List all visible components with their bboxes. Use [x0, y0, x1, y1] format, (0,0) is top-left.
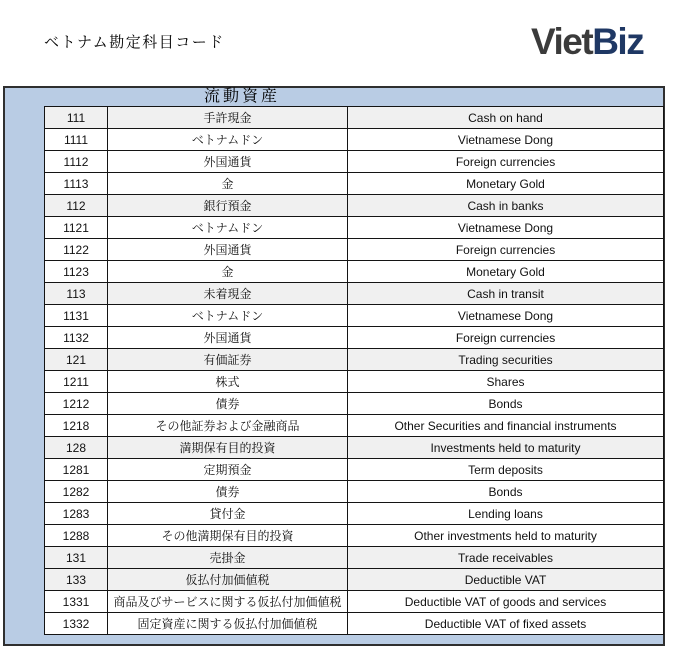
- table-row: [45, 613, 664, 635]
- japanese-name-cell: 銀行預金: [108, 195, 348, 217]
- japanese-name-cell: 満期保有目的投資: [108, 437, 348, 459]
- code-cell: 113: [45, 283, 108, 305]
- table-row: [45, 151, 664, 173]
- table-row: [45, 393, 664, 415]
- section-title: 流動資産: [203, 88, 280, 105]
- english-name-cell: Cash in banks: [348, 195, 664, 217]
- english-name-cell: Vietnamese Dong: [348, 217, 664, 239]
- code-cell: 1113: [45, 173, 108, 195]
- code-cell: 1122: [45, 239, 108, 261]
- english-name-cell: Foreign currencies: [348, 239, 664, 261]
- english-name-cell: Foreign currencies: [348, 327, 664, 349]
- code-cell: 1288: [45, 525, 108, 547]
- english-name-cell: Bonds: [348, 481, 664, 503]
- table-row: [45, 107, 664, 129]
- japanese-name-cell: 貸付金: [108, 503, 348, 525]
- english-name-cell: Term deposits: [348, 459, 664, 481]
- english-name-cell: Monetary Gold: [348, 261, 664, 283]
- english-name-cell: Other investments held to maturity: [348, 525, 664, 547]
- code-cell: 121: [45, 349, 108, 371]
- english-name-cell: Deductible VAT of goods and services: [348, 591, 664, 613]
- japanese-name-cell: 手許現金: [108, 107, 348, 129]
- table-row: [45, 261, 664, 283]
- current-assets-section: [3, 86, 665, 646]
- table-row: [45, 239, 664, 261]
- table-row: [45, 173, 664, 195]
- english-name-cell: Other Securities and financial instruments: [348, 415, 664, 437]
- japanese-name-cell: 未着現金: [108, 283, 348, 305]
- japanese-name-cell: 債券: [108, 393, 348, 415]
- japanese-name-cell: 金: [108, 261, 348, 283]
- table-row: [45, 217, 664, 239]
- japanese-name-cell: 売掛金: [108, 547, 348, 569]
- table-row: [45, 437, 664, 459]
- code-cell: 128: [45, 437, 108, 459]
- table-row: [45, 503, 664, 525]
- table-row: [45, 371, 664, 393]
- table-row: [45, 459, 664, 481]
- english-name-cell: Trading securities: [348, 349, 664, 371]
- english-name-cell: Investments held to maturity: [348, 437, 664, 459]
- english-name-cell: Lending loans: [348, 503, 664, 525]
- code-cell: 1123: [45, 261, 108, 283]
- code-cell: 1211: [45, 371, 108, 393]
- japanese-name-cell: 商品及びサービスに関する仮払付加価値税: [108, 591, 348, 613]
- code-cell: 1131: [45, 305, 108, 327]
- vietbiz-logo: [531, 22, 643, 62]
- table-row: [45, 195, 664, 217]
- code-cell: 1332: [45, 613, 108, 635]
- table-row: [45, 547, 664, 569]
- table-row: [45, 327, 664, 349]
- code-cell: 111: [45, 107, 108, 129]
- table-row: [45, 591, 664, 613]
- code-cell: 112: [45, 195, 108, 217]
- table-row: [45, 129, 664, 151]
- japanese-name-cell: 有価証券: [108, 349, 348, 371]
- japanese-name-cell: 金: [108, 173, 348, 195]
- code-cell: 1121: [45, 217, 108, 239]
- japanese-name-cell: ベトナムドン: [108, 129, 348, 151]
- code-cell: 1331: [45, 591, 108, 613]
- japanese-name-cell: その他証券および金融商品: [108, 415, 348, 437]
- japanese-name-cell: 定期預金: [108, 459, 348, 481]
- english-name-cell: Bonds: [348, 393, 664, 415]
- japanese-name-cell: 外国通貨: [108, 327, 348, 349]
- code-cell: 1212: [45, 393, 108, 415]
- code-cell: 1282: [45, 481, 108, 503]
- code-cell: 1111: [45, 129, 108, 151]
- table-row: [45, 525, 664, 547]
- japanese-name-cell: 債券: [108, 481, 348, 503]
- table-row: [45, 349, 664, 371]
- code-cell: 1283: [45, 503, 108, 525]
- japanese-name-cell: 株式: [108, 371, 348, 393]
- logo-viet-text: Viet: [531, 21, 593, 62]
- japanese-name-cell: 固定資産に関する仮払付加価値税: [108, 613, 348, 635]
- english-name-cell: Cash on hand: [348, 107, 664, 129]
- code-cell: 131: [45, 547, 108, 569]
- code-cell: 1132: [45, 327, 108, 349]
- table-row: [45, 415, 664, 437]
- english-name-cell: Cash in transit: [348, 283, 664, 305]
- english-name-cell: Foreign currencies: [348, 151, 664, 173]
- english-name-cell: Monetary Gold: [348, 173, 664, 195]
- english-name-cell: Trade receivables: [348, 547, 664, 569]
- japanese-name-cell: ベトナムドン: [108, 305, 348, 327]
- japanese-name-cell: 仮払付加価値税: [108, 569, 348, 591]
- english-name-cell: Deductible VAT of fixed assets: [348, 613, 664, 635]
- code-cell: 1112: [45, 151, 108, 173]
- english-name-cell: Vietnamese Dong: [348, 129, 664, 151]
- logo-biz-text: Biz: [592, 21, 644, 62]
- table-row: [45, 305, 664, 327]
- section-header: [5, 88, 663, 106]
- table-row: [45, 481, 664, 503]
- japanese-name-cell: ベトナムドン: [108, 217, 348, 239]
- japanese-name-cell: その他満期保有目的投資: [108, 525, 348, 547]
- english-name-cell: Vietnamese Dong: [348, 305, 664, 327]
- code-cell: 1281: [45, 459, 108, 481]
- table-row: [45, 569, 664, 591]
- code-cell: 133: [45, 569, 108, 591]
- english-name-cell: Shares: [348, 371, 664, 393]
- english-name-cell: Deductible VAT: [348, 569, 664, 591]
- japanese-name-cell: 外国通貨: [108, 151, 348, 173]
- japanese-name-cell: 外国通貨: [108, 239, 348, 261]
- code-cell: 1218: [45, 415, 108, 437]
- table-row: [45, 283, 664, 305]
- document-title: ベトナム勘定科目コード: [44, 34, 225, 51]
- account-codes-table: [44, 106, 664, 635]
